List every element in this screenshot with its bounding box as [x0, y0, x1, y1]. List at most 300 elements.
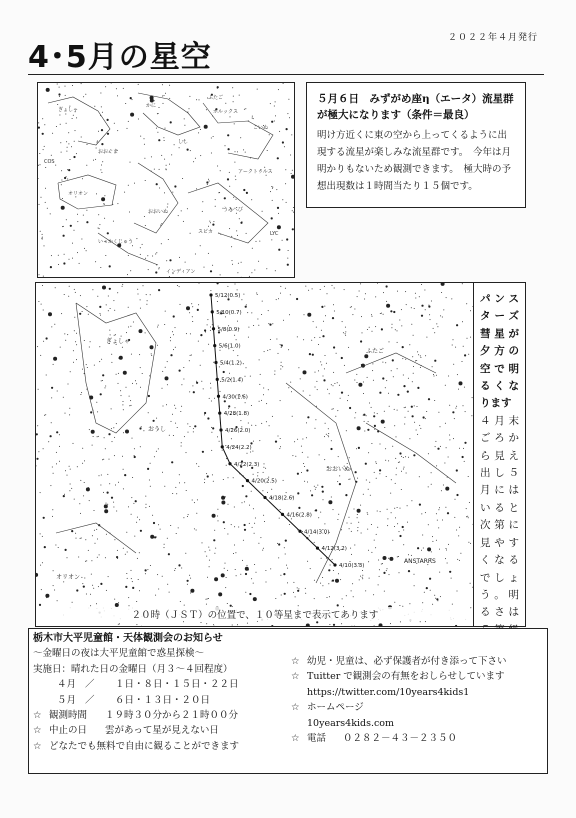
star-dot: [254, 270, 255, 271]
star-dot: [315, 387, 316, 388]
star-dot: [374, 625, 375, 626]
star-dot: [208, 179, 209, 180]
star-dot: [179, 147, 180, 148]
star-dot: [257, 319, 258, 320]
star-dot: [142, 244, 143, 245]
star-dot: [111, 497, 113, 499]
comet-date-label: 5/4(1.2): [220, 360, 242, 367]
star-dot: [144, 216, 145, 217]
spring-sky-chart: [38, 83, 295, 278]
star-dot: [135, 380, 136, 381]
star-dot: [111, 428, 112, 429]
star-dot: [221, 496, 225, 500]
star-dot: [68, 143, 69, 144]
star-dot: [53, 357, 57, 361]
star-dot: [264, 463, 265, 464]
star-dot: [245, 592, 246, 593]
star-dot: [367, 329, 368, 330]
star-dot: [446, 297, 447, 298]
star-dot: [291, 175, 295, 179]
star-dot: [243, 189, 245, 191]
star-dot: [396, 436, 397, 437]
star-dot: [209, 560, 210, 561]
star-dot: [256, 241, 257, 242]
star-dot: [147, 569, 148, 570]
star-dot: [145, 569, 147, 571]
star-dot: [329, 624, 330, 625]
star-dot: [145, 180, 146, 181]
star-dot: [167, 538, 168, 539]
star-dot: [74, 499, 75, 500]
star-dot: [167, 584, 168, 585]
star-dot: [448, 544, 449, 545]
star-dot: [222, 450, 223, 451]
star-dot: [297, 336, 298, 337]
star-dot: [156, 252, 157, 253]
star-dot: [210, 290, 211, 291]
star-dot: [145, 258, 146, 259]
star-dot: [53, 364, 54, 365]
star-dot: [295, 596, 296, 597]
star-dot: [63, 397, 64, 398]
star-dot: [415, 293, 416, 294]
observation-time: [33, 708, 283, 723]
star-dot: [467, 516, 468, 517]
star-dot: [306, 437, 307, 438]
star-dot: [85, 539, 86, 540]
star-dot: [55, 545, 56, 546]
star-dot: [51, 387, 53, 389]
star-dot: [173, 349, 174, 350]
star-dot: [465, 411, 466, 412]
star-dot: [162, 576, 163, 577]
twitter-link[interactable]: https://twitter.com/10years4kids1: [307, 686, 470, 698]
star-dot: [411, 500, 412, 501]
star-dot: [419, 504, 421, 506]
star-dot: [183, 367, 184, 368]
star-dot: [445, 423, 446, 424]
star-dot: [225, 563, 226, 564]
star-dot: [162, 371, 163, 372]
star-dot: [427, 547, 431, 551]
star-dot: [428, 305, 429, 306]
star-dot: [266, 403, 267, 404]
star-dot: [77, 214, 78, 215]
star-dot: [244, 501, 245, 502]
star-dot: [82, 178, 83, 179]
star-dot: [53, 585, 54, 586]
star-dot: [228, 504, 229, 505]
star-dot: [179, 474, 180, 475]
star-dot: [428, 398, 430, 400]
star-dot: [280, 400, 281, 401]
star-dot: [81, 83, 82, 84]
star-dot: [139, 354, 140, 355]
star-dot: [403, 530, 404, 531]
star-dot: [68, 384, 69, 385]
star-dot: [169, 259, 171, 261]
star-dot: [305, 286, 306, 287]
star-dot: [237, 624, 238, 625]
star-dot: [440, 446, 441, 447]
star-dot: [347, 463, 348, 464]
star-dot: [395, 458, 396, 459]
star-dot: [283, 480, 284, 481]
star-dot: [306, 469, 308, 471]
star-dot: [105, 557, 106, 558]
star-dot: [286, 492, 287, 493]
star-dot: [354, 626, 355, 627]
star-dot: [312, 354, 314, 356]
star-dot: [253, 597, 257, 601]
star-dot: [93, 160, 94, 161]
star-dot: [362, 577, 363, 578]
star-dot: [240, 137, 241, 138]
star-dot: [281, 347, 282, 348]
star-dot: [341, 392, 343, 394]
star-dot: [100, 485, 101, 486]
star-dot: [69, 259, 70, 260]
star-dot: [217, 166, 218, 167]
star-dot: [371, 552, 372, 553]
star-dot: [123, 548, 124, 549]
star-dot: [441, 490, 442, 491]
star-dot: [88, 550, 89, 551]
meteor-shower-heading: ５月６日 みずがめ座η（エータ）流星群が極大になります（条件＝最良）: [317, 93, 514, 121]
star-dot: [436, 513, 437, 514]
star-dot: [193, 431, 194, 432]
star-dot: [264, 351, 265, 352]
star-dot: [466, 303, 467, 304]
star-dot: [65, 114, 66, 115]
comet-track-map: [35, 282, 474, 627]
star-dot: [121, 336, 122, 337]
star-dot: [360, 576, 361, 577]
star-dot: [167, 207, 168, 208]
star-dot: [393, 376, 394, 377]
star-dot: [463, 405, 464, 406]
star-dot: [235, 151, 236, 152]
star-dot: [223, 371, 225, 373]
star-dot: [332, 317, 334, 319]
star-dot: [305, 588, 306, 589]
star-dot: [309, 395, 310, 396]
star-dot: [379, 569, 380, 570]
star-dot: [270, 339, 271, 340]
star-dot: [396, 468, 397, 469]
star-dot: [226, 577, 227, 578]
star-dot: [139, 329, 143, 333]
star-dot: [355, 471, 357, 473]
star-dot: [405, 407, 406, 408]
star-dot: [117, 95, 118, 96]
star-dot: [403, 375, 404, 376]
star-dot: [332, 580, 334, 582]
star-dot: [395, 483, 396, 484]
star-dot: [252, 116, 253, 117]
star-dot: [382, 362, 383, 363]
star-dot: [259, 401, 260, 402]
star-dot: [316, 406, 317, 407]
star-dot: [328, 436, 329, 437]
star-dot: [110, 308, 111, 309]
star-bullet-icon: ☆: [33, 740, 42, 752]
star-dot: [436, 540, 437, 541]
star-dot: [394, 508, 395, 509]
star-dot: [197, 499, 198, 500]
star-dot: [169, 592, 170, 593]
star-dot: [292, 416, 293, 417]
star-dot: [193, 428, 194, 429]
star-dot: [123, 401, 124, 402]
star-dot: [163, 406, 164, 407]
star-dot: [141, 626, 142, 627]
star-dot: [179, 257, 180, 258]
star-dot: [133, 322, 134, 323]
star-dot: [434, 400, 435, 401]
star-dot: [100, 393, 102, 395]
star-dot: [274, 371, 275, 372]
star-dot: [379, 469, 381, 471]
star-dot: [452, 604, 453, 605]
star-dot: [200, 334, 202, 336]
star-dot: [51, 255, 52, 256]
star-dot: [235, 407, 236, 408]
star-dot: [312, 288, 313, 289]
star-dot: [94, 106, 95, 107]
star-dot: [354, 380, 355, 381]
star-dot: [162, 96, 163, 97]
star-dot: [351, 554, 352, 555]
star-dot: [200, 129, 201, 130]
star-dot: [240, 420, 241, 421]
star-dot: [287, 582, 288, 583]
star-dot: [380, 313, 381, 314]
star-dot: [364, 299, 365, 300]
star-dot: [125, 554, 126, 555]
star-dot: [101, 129, 103, 131]
star-dot: [374, 425, 376, 427]
star-dot: [468, 476, 469, 477]
star-dot: [366, 415, 367, 416]
twitter-text: Tuitter で観測会の有無をおしらせしています: [307, 671, 505, 683]
star-dot: [224, 400, 226, 402]
star-dot: [150, 463, 151, 464]
map-label: しし: [178, 139, 189, 145]
star-dot: [332, 559, 333, 560]
star-dot: [439, 507, 440, 508]
star-dot: [190, 233, 191, 234]
star-dot: [194, 425, 196, 427]
star-dot: [170, 340, 171, 341]
star-dot: [421, 315, 423, 317]
star-dot: [94, 365, 95, 366]
star-dot: [232, 87, 233, 88]
star-dot: [122, 456, 123, 457]
star-dot: [181, 406, 182, 407]
star-dot: [447, 563, 448, 564]
star-dot: [263, 472, 264, 473]
star-dot: [246, 367, 247, 368]
star-dot: [464, 387, 465, 388]
star-dot: [302, 439, 303, 440]
star-dot: [86, 364, 87, 365]
star-dot: [116, 88, 117, 89]
star-dot: [282, 366, 283, 367]
star-dot: [42, 536, 43, 537]
star-dot: [65, 413, 66, 414]
star-dot: [143, 285, 144, 286]
star-dot: [292, 170, 293, 171]
star-dot: [126, 532, 127, 533]
star-dot: [292, 228, 294, 230]
star-dot: [218, 192, 219, 193]
star-dot: [210, 327, 211, 328]
star-dot: [117, 550, 118, 551]
star-dot: [163, 103, 164, 104]
star-dot: [122, 404, 123, 405]
star-dot: [40, 492, 41, 493]
star-dot: [86, 250, 87, 251]
star-dot: [466, 516, 467, 517]
star-dot: [45, 202, 46, 203]
star-dot: [428, 524, 429, 525]
star-dot: [297, 492, 299, 494]
star-dot: [265, 570, 266, 571]
star-dot: [429, 578, 431, 580]
star-dot: [423, 548, 424, 549]
star-dot: [140, 530, 142, 532]
star-dot: [44, 124, 45, 125]
star-dot: [102, 380, 103, 381]
star-dot: [170, 354, 172, 356]
star-dot: [196, 463, 197, 464]
star-dot: [344, 365, 345, 366]
star-dot: [339, 385, 340, 386]
star-dot: [397, 410, 398, 411]
star-dot: [284, 547, 285, 548]
star-dot: [259, 359, 260, 360]
star-dot: [144, 158, 145, 159]
star-dot: [354, 545, 355, 546]
star-dot: [388, 393, 389, 394]
star-dot: [66, 141, 67, 142]
star-dot: [187, 516, 188, 517]
star-dot: [337, 410, 338, 411]
star-dot: [180, 411, 181, 412]
star-dot: [57, 84, 58, 85]
star-dot: [83, 215, 84, 216]
star-dot: [88, 314, 89, 315]
star-dot: [278, 543, 280, 545]
star-dot: [317, 485, 318, 486]
star-dot: [332, 285, 333, 286]
star-dot: [314, 542, 315, 543]
star-dot: [307, 313, 311, 317]
star-dot: [303, 391, 304, 392]
star-dot: [425, 355, 426, 356]
star-dot: [244, 109, 245, 110]
star-dot: [189, 312, 190, 313]
star-dot: [137, 558, 138, 559]
star-dot: [137, 517, 138, 518]
star-dot: [181, 446, 182, 447]
star-dot: [102, 286, 106, 290]
star-dot: [183, 221, 184, 222]
star-dot: [383, 292, 384, 293]
star-dot: [466, 508, 467, 509]
star-dot: [70, 371, 71, 372]
star-dot: [228, 148, 230, 150]
star-dot: [200, 155, 201, 156]
star-dot: [117, 558, 118, 559]
map-label: いっかくじゅう: [98, 239, 134, 245]
star-dot: [149, 506, 150, 507]
star-dot: [126, 387, 127, 388]
star-dot: [118, 373, 119, 374]
star-dot: [405, 456, 406, 457]
star-dot: [164, 486, 165, 487]
star-dot: [102, 161, 103, 162]
star-dot: [237, 355, 238, 356]
star-dot: [38, 127, 40, 129]
star-dot: [397, 342, 398, 343]
star-dot: [204, 479, 205, 480]
star-dot: [236, 199, 237, 200]
star-dot: [159, 267, 160, 268]
map-label: アークトゥルス: [238, 169, 273, 175]
star-dot: [65, 549, 67, 551]
star-dot: [196, 530, 197, 531]
star-dot: [192, 316, 193, 317]
star-dot: [164, 544, 165, 545]
star-dot: [176, 493, 177, 494]
star-dot: [272, 188, 273, 189]
star-dot: [341, 357, 343, 359]
star-dot: [389, 406, 390, 407]
homepage-link[interactable]: 10years4kids.com: [307, 717, 395, 729]
star-dot: [296, 298, 298, 300]
star-dot: [173, 334, 174, 335]
star-dot: [156, 183, 158, 185]
star-dot: [198, 132, 199, 133]
star-dot: [86, 306, 87, 307]
star-dot: [171, 461, 173, 463]
star-dot: [156, 128, 157, 129]
star-dot: [243, 540, 244, 541]
star-dot: [213, 539, 215, 541]
star-dot: [420, 428, 421, 429]
star-dot: [280, 446, 281, 447]
star-dot: [107, 504, 108, 505]
star-dot: [175, 327, 176, 328]
star-dot: [114, 335, 115, 336]
star-dot: [280, 438, 281, 439]
star-dot: [217, 516, 218, 517]
star-dot: [271, 186, 272, 187]
star-dot: [169, 98, 170, 99]
star-dot: [377, 413, 378, 414]
star-dot: [336, 353, 337, 354]
star-dot: [95, 261, 96, 262]
map-label: おうし: [148, 426, 167, 433]
map-label: おおいぬ: [326, 466, 351, 473]
star-dot: [424, 290, 425, 291]
star-dot: [269, 425, 270, 426]
star-dot: [254, 564, 255, 565]
star-dot: [186, 452, 187, 453]
star-dot: [233, 96, 234, 97]
